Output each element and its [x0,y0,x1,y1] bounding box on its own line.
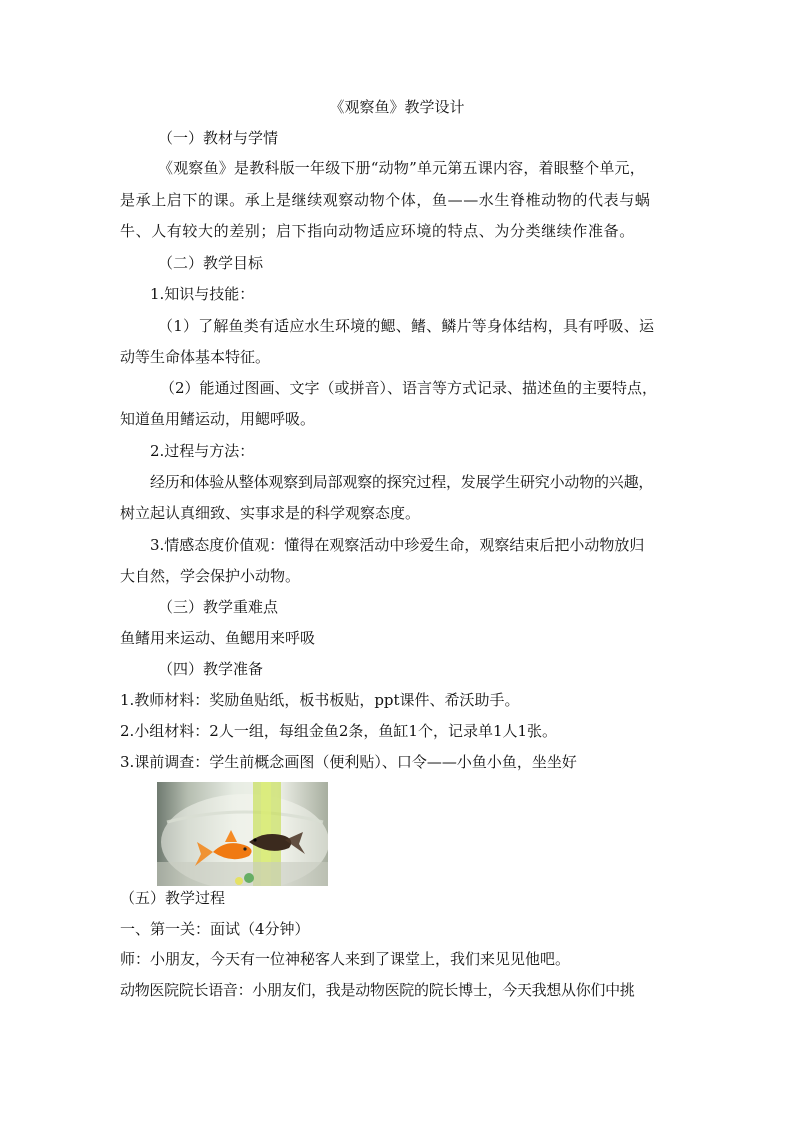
paragraph-line: 经历和体验从整体观察到局部观察的探究过程，发展学生研究小动物的兴趣， [150,473,654,491]
goldfish-photo [157,782,328,886]
list-item: 3.课前调查：学生前概念画图（便利贴）、口令——小鱼小鱼，坐坐好 [120,753,577,771]
subheading: 1.知识与技能： [150,285,255,303]
document-title: 《观察鱼》教学设计 [329,98,465,116]
paragraph-line: 鱼鳍用来运动、鱼鳃用来呼吸 [120,629,316,647]
paragraph-line: 一、第一关：面试（4分钟） [120,920,310,938]
paragraph-line: 动物医院院长语音：小朋友们，我是动物医院的院长博士，今天我想从你们中挑 [120,981,635,999]
paragraph-line: 师：小朋友，今天有一位神秘客人来到了课堂上，我们来见见他吧。 [120,950,571,968]
section-heading-1: （一）教材与学情 [158,129,279,147]
paragraph-line: 《观察鱼》是教科版一年级下册“动物”单元第五课内容，着眼整个单元， [158,159,645,177]
paragraph-line: 大自然，学会保护小动物。 [120,567,301,585]
paragraph-line: 牛、人有较大的差别；启下指向动物适应环境的特点、为分类继续作准备。 [120,222,635,240]
section-heading-5: （五）教学过程 [120,889,226,907]
paragraph-line: 是承上启下的课。承上是继续观察动物个体，鱼——水生脊椎动物的代表与蜗 [120,191,651,209]
paragraph-line: 树立起认真细致、实事求是的科学观察态度。 [120,504,421,522]
list-item: 1.教师材料：奖励鱼贴纸，板书板贴，ppt课件、希沃助手。 [120,691,520,709]
paragraph-line: （1）了解鱼类有适应水生环境的鳃、鳍、鳞片等身体结构，具有呼吸、运 [158,317,655,335]
paragraph-line: 3.情感态度价值观：懂得在观察活动中珍爱生命，观察结束后把小动物放归 [150,536,645,554]
section-heading-2: （二）教学目标 [158,254,264,272]
section-heading-3: （三）教学重难点 [158,598,279,616]
paragraph-line: 知道鱼用鳍运动，用鳃呼吸。 [120,410,316,428]
paragraph-line: （2）能通过图画、文字（或拼音）、语言等方式记录、描述鱼的主要特点， [160,379,658,397]
section-heading-4: （四）教学准备 [158,660,264,678]
subheading: 2.过程与方法： [150,442,255,460]
list-item: 2.小组材料：2人一组，每组金鱼2条，鱼缸1个，记录单1人1张。 [120,722,558,740]
paragraph-line: 动等生命体基本特征。 [120,348,271,366]
